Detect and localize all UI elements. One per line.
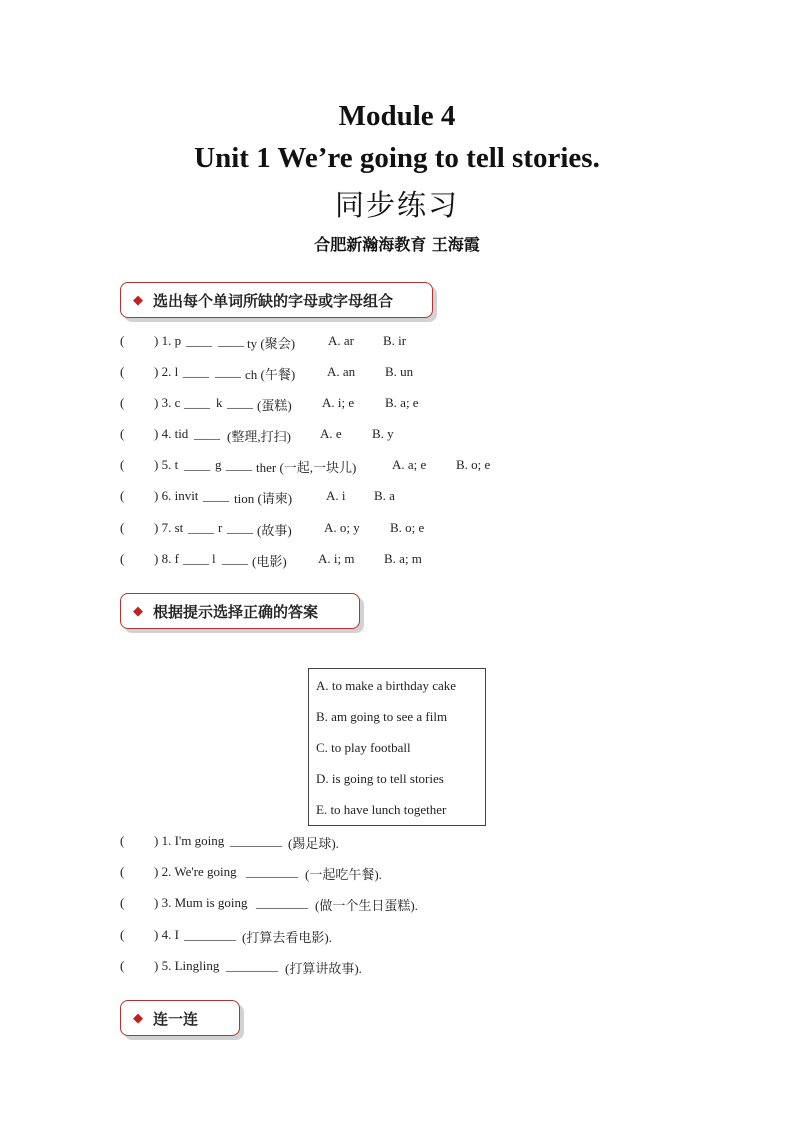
option-b: B. o; e — [390, 520, 425, 535]
option-a: A. o; y — [324, 520, 360, 535]
section-header-3 — [120, 1000, 240, 1036]
blank: ____ — [186, 333, 212, 348]
item-number: ) 2. We're going — [154, 864, 237, 879]
item-number: ) 2. l — [154, 364, 179, 379]
blank: ____ — [183, 364, 209, 379]
word-rest: ch (午餐) — [245, 367, 296, 382]
blank: ____ — [227, 520, 253, 535]
section-header-2 — [120, 593, 360, 629]
options-box — [308, 668, 486, 826]
item-number: ) 7. st — [154, 520, 184, 535]
answer-paren: ( — [120, 864, 125, 879]
hint: (一起吃午餐). — [305, 867, 382, 882]
option-a: A. i; e — [322, 395, 355, 410]
option-item: B. am going to see a film — [316, 709, 448, 724]
blank: ____ — [215, 364, 241, 379]
option-b: B. un — [385, 364, 414, 379]
section-title: 连一连 — [153, 1009, 199, 1028]
word-rest: ther (一起,一块儿) — [256, 460, 357, 475]
blank: ____ — [194, 426, 220, 441]
section-title: 选出每个单词所缺的字母或字母组合 — [153, 291, 394, 310]
option-a: A. i — [326, 488, 346, 503]
module-title: Module 4 — [338, 100, 456, 132]
option-b: B. y — [372, 426, 394, 441]
option-b: B. ir — [383, 333, 407, 348]
blank: ____ — [188, 520, 214, 535]
option-a: A. i; m — [318, 551, 355, 566]
section-title: 根据提示选择正确的答案 — [153, 602, 319, 621]
item-number: ) 5. t — [154, 457, 179, 472]
author-line: 合肥新瀚海教育 王海霞 — [314, 235, 480, 254]
item-number: ) 4. tid — [154, 426, 189, 441]
word-rest: (电影) — [252, 554, 287, 569]
option-b: B. a; e — [385, 395, 419, 410]
blank: ____ — [226, 457, 252, 472]
hint: (做一个生日蛋糕). — [315, 898, 418, 913]
item-number: ) 1. p — [154, 333, 182, 348]
answer-paren: ( — [120, 927, 125, 942]
item-number: ) 1. I'm going — [154, 833, 225, 848]
item-number: ) 8. f — [154, 551, 179, 566]
option-item: D. is going to tell stories — [316, 771, 444, 786]
answer-paren: ( — [120, 364, 125, 379]
option-a: A. e — [320, 426, 342, 441]
hint: (打算去看电影). — [242, 930, 332, 945]
blank: ________ — [184, 927, 236, 942]
word-rest: (蛋糕) — [257, 398, 292, 413]
option-item: E. to have lunch together — [316, 802, 447, 817]
blank: ____ — [203, 488, 229, 503]
section-header-1 — [120, 282, 433, 318]
item-number: ) 5. Lingling — [154, 958, 220, 973]
letter: l — [212, 551, 216, 566]
letter: g — [215, 457, 222, 472]
answer-paren: ( — [120, 958, 125, 973]
item-number: ) 6. invit — [154, 488, 199, 503]
blank: ____ — [183, 551, 209, 566]
practice-title: 同步练习 — [334, 188, 459, 222]
item-number: ) 4. I — [154, 927, 179, 942]
blank: ________ — [256, 895, 308, 910]
blank: ________ — [230, 833, 282, 848]
blank: ____ — [184, 457, 210, 472]
blank: ____ — [227, 395, 253, 410]
letter: r — [218, 520, 223, 535]
blank: ____ — [184, 395, 210, 410]
option-item: A. to make a birthday cake — [316, 678, 457, 693]
unit-title: Unit 1 We’re going to tell stories. — [194, 142, 600, 174]
answer-paren: ( — [120, 895, 125, 910]
blank: ________ — [246, 864, 298, 879]
letter: k — [216, 395, 223, 410]
diamond-icon: ◆ — [133, 292, 143, 308]
option-b: B. a; m — [384, 551, 422, 566]
option-b: B. a — [374, 488, 395, 503]
hint: (踢足球). — [288, 836, 339, 851]
option-a: A. a; e — [392, 457, 427, 472]
word-rest: tion (请柬) — [234, 491, 293, 506]
answer-paren: ( — [120, 333, 125, 348]
option-a: A. ar — [328, 333, 354, 348]
hint: (打算讲故事). — [285, 961, 362, 976]
word-rest: (故事) — [257, 523, 292, 538]
blank: ____ — [218, 333, 244, 348]
answer-paren: ( — [120, 551, 125, 566]
answer-paren: ( — [120, 833, 125, 848]
blank: ____ — [222, 551, 248, 566]
diamond-icon: ◆ — [133, 603, 143, 619]
option-b: B. o; e — [456, 457, 491, 472]
answer-paren: ( — [120, 488, 125, 503]
answer-paren: ( — [120, 457, 125, 472]
answer-paren: ( — [120, 426, 125, 441]
answer-paren: ( — [120, 395, 125, 410]
diamond-icon: ◆ — [133, 1010, 143, 1026]
option-a: A. an — [327, 364, 356, 379]
option-item: C. to play football — [316, 740, 411, 755]
word-rest: (整理,打扫) — [227, 429, 291, 444]
answer-paren: ( — [120, 520, 125, 535]
blank: ________ — [226, 958, 278, 973]
item-number: ) 3. c — [154, 395, 181, 410]
item-number: ) 3. Mum is going — [154, 895, 248, 910]
word-rest: ty (聚会) — [247, 336, 296, 351]
